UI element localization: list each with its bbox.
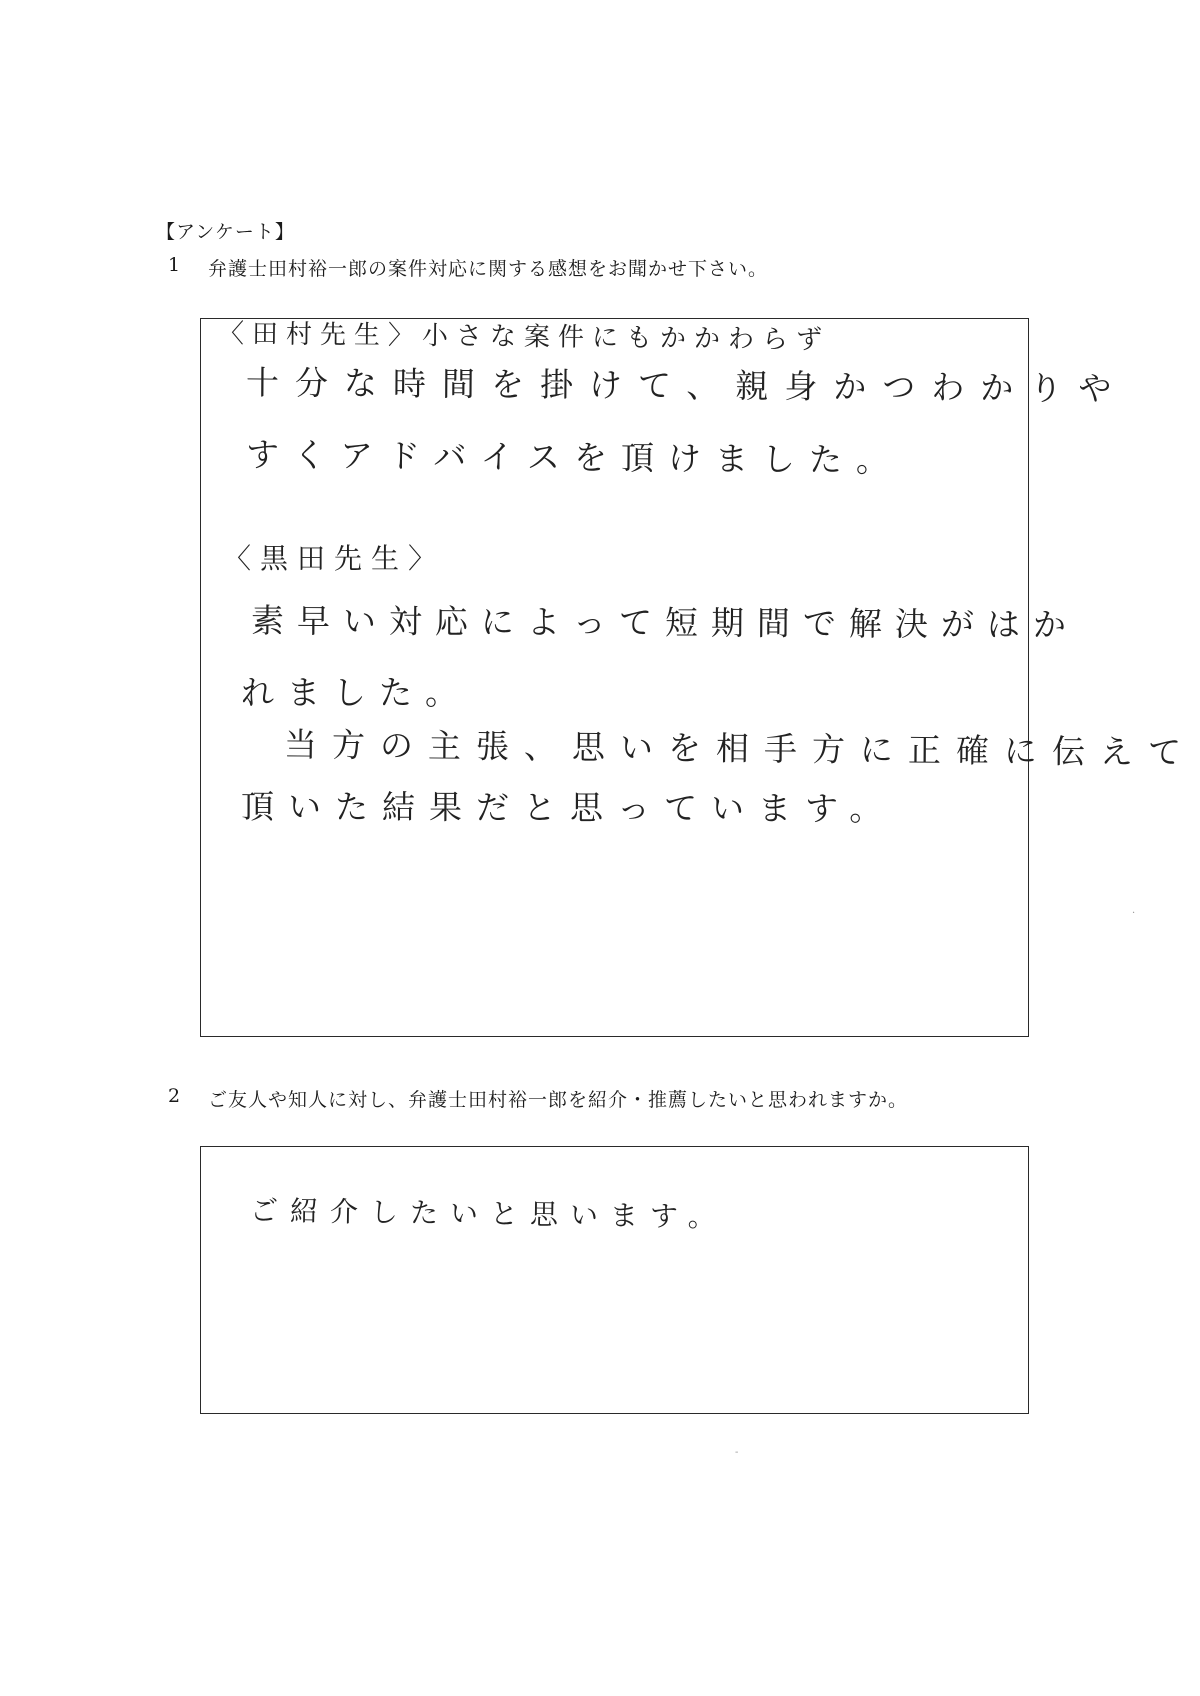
handwritten-line: れました。 [241, 673, 471, 712]
scan-speck: · [1132, 908, 1136, 919]
question-text: 弁護士田村裕一郎の案件対応に関する感想をお聞かせ下さい。 [208, 258, 769, 280]
question-number: 1 [168, 254, 182, 276]
scan-speck: - [735, 1447, 739, 1458]
answer-box-2 [200, 1146, 1029, 1414]
question-2 [168, 1085, 908, 1112]
answer-box-1 [200, 318, 1197, 1037]
handwritten-line: すくアドバイスを頂けました。 [245, 435, 904, 480]
question-number: 2 [168, 1085, 182, 1107]
handwritten-line: 当方の主張、思いを相手方に正確に伝えて [283, 725, 1197, 772]
question-1 [168, 254, 768, 281]
handwritten-line: 〈田村先生〉小さな案件にもかかわらず [217, 319, 831, 356]
handwritten-line: 素早い対応によって短期間で解決がはか [250, 601, 1080, 645]
handwritten-line: 〈黒田先生〉 [223, 542, 446, 575]
handwritten-line: ご紹介したいと思います。 [249, 1194, 728, 1234]
question-text: ご友人や知人に対し、弁護士田村裕一郎を紹介・推薦したいと思われますか。 [208, 1089, 909, 1111]
handwritten-line: 頂いた結果だと思っています。 [240, 787, 897, 829]
handwritten-line: 十分な時間を掛けて、親身かつわかりや [245, 363, 1128, 409]
survey-title: 【アンケート】 [156, 221, 295, 243]
